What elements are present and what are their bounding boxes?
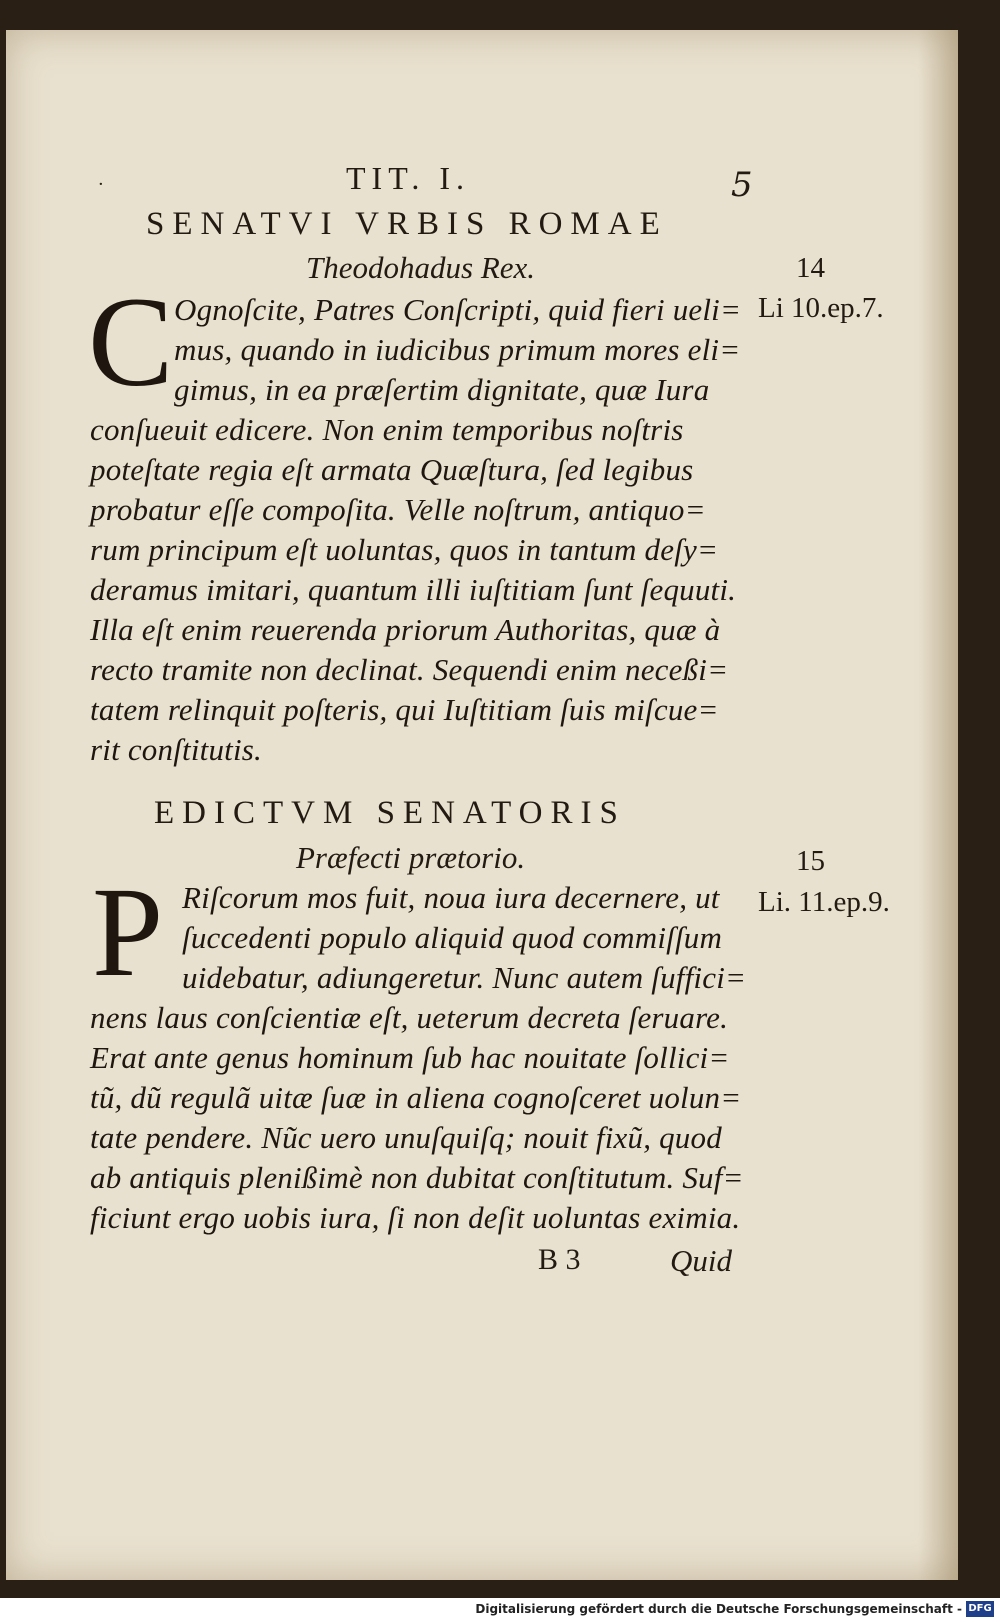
section1-line: deramus imitari, quantum illi iuſtitiam ſunt ſequuti. bbox=[90, 572, 737, 607]
section2-title: EDICTVM SENATORIS bbox=[154, 795, 626, 831]
section2-line: tate pendere. Nũc uero unuſquiſq; nouit fixũ, quod bbox=[90, 1120, 722, 1155]
section1-title: SENATVI VRBIS ROMAE bbox=[146, 206, 668, 242]
section2-line: uidebatur, adiungeretur. Nunc autem ſuffici= bbox=[182, 960, 747, 995]
section1-line: Illa eſt enim reuerenda priorum Authoritas, quæ à bbox=[90, 612, 721, 647]
catchword: Quid bbox=[670, 1243, 732, 1278]
book-page bbox=[6, 30, 958, 1580]
section1-line: rit conſtitutis. bbox=[90, 732, 262, 767]
page-header bbox=[6, 140, 958, 205]
section1-dropcap: C bbox=[88, 271, 174, 413]
section2-margin-number: 15 bbox=[796, 845, 825, 877]
section1-line: tatem relinquit poſteris, qui Iuſtitiam ſuis miſcue= bbox=[90, 692, 719, 727]
section1-line: probatur eſſe compoſita. Velle noſtrum, antiquo= bbox=[90, 492, 706, 527]
section1-margin-reference: Li 10.ep.7. bbox=[758, 292, 884, 324]
section2-subtitle: Præfecti prætorio. bbox=[296, 840, 526, 875]
folio-number: 5 bbox=[731, 165, 753, 205]
section1-line: Ognoſcite, Patres Conſcripti, quid fieri ueli= bbox=[174, 292, 742, 327]
running-head: TIT. I. bbox=[346, 160, 471, 196]
section2-dropcap: P bbox=[92, 861, 164, 1003]
section2-line: tũ, dũ regulã uitæ ſuæ in aliena cognoſceret uolun= bbox=[90, 1080, 742, 1115]
page-edge-shadow bbox=[918, 30, 958, 1580]
section1-subtitle: Theodohadus Rex. bbox=[306, 250, 536, 285]
section1-line: recto tramite non declinat. Sequendi enim neceßi= bbox=[90, 652, 729, 687]
dfg-logo-icon: DFG bbox=[966, 1601, 994, 1617]
footer-credit: Digitalisierung gefördert durch die Deutsche Forschungsgemeinschaft - bbox=[475, 1602, 962, 1616]
decorative-dot: · bbox=[98, 174, 104, 195]
section1-line: mus, quando in iudicibus primum mores eli= bbox=[174, 332, 741, 367]
section2-line: ab antiquis plenißimè non dubitat conſtitutum. Suf= bbox=[90, 1160, 744, 1195]
signature-mark: B 3 bbox=[538, 1243, 581, 1276]
section1-line: gimus, in ea præſertim dignitate, quæ Iura bbox=[174, 372, 710, 407]
section2-line: Riſcorum mos fuit, noua iura decernere, ut bbox=[182, 880, 720, 915]
section1-line: rum principum eſt uoluntas, quos in tantum deſy= bbox=[90, 532, 719, 567]
section2-line: ſuccedenti populo aliquid quod commiſſum bbox=[182, 920, 723, 955]
section2-line: ficiunt ergo uobis iura, ſi non deſit uoluntas eximia. bbox=[90, 1200, 741, 1235]
section1-margin-number: 14 bbox=[796, 252, 825, 284]
digitization-footer bbox=[0, 1598, 1000, 1622]
section2-margin-reference: Li. 11.ep.9. bbox=[758, 886, 890, 918]
section1-line: poteſtate regia eſt armata Quæſtura, ſed legibus bbox=[90, 452, 694, 487]
section2-line: Erat ante genus hominum ſub hac nouitate ſollici= bbox=[90, 1040, 730, 1075]
section1-line: conſueuit edicere. Non enim temporibus noſtris bbox=[90, 412, 684, 447]
section2-line: nens laus conſcientiæ eſt, ueterum decreta ſeruare. bbox=[90, 1000, 729, 1035]
